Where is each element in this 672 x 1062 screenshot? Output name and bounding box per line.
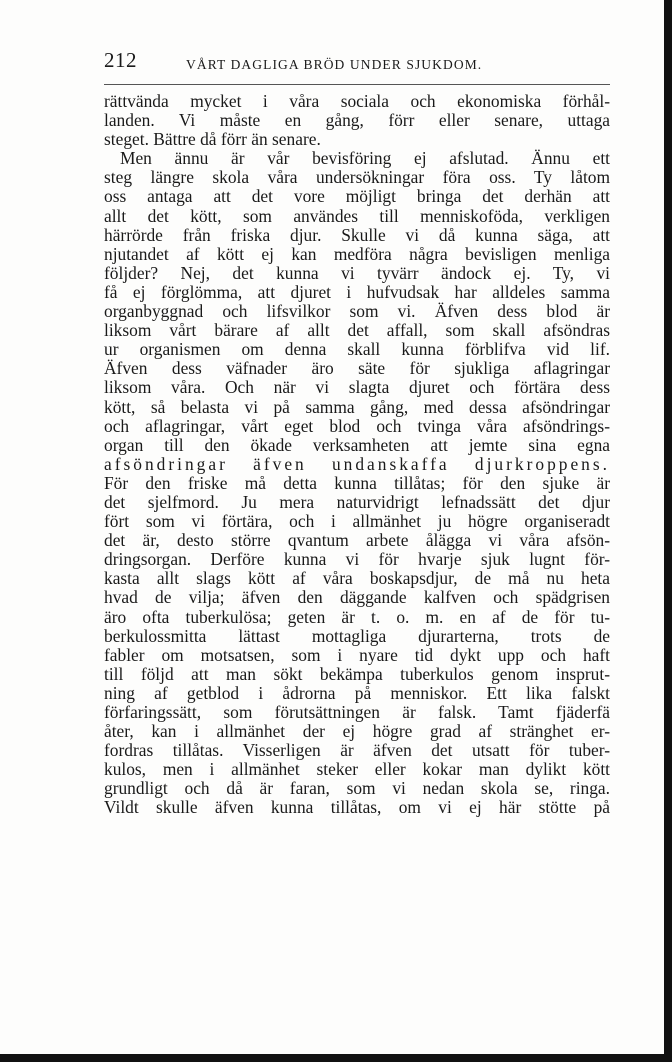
scan-edge-bottom xyxy=(0,1054,672,1062)
text-line: dringsorgan. Derföre kunna vi för hvarje sjuk lugnt för- xyxy=(104,549,610,570)
text-line: afsöndringar äfven undanskaffa djurkroppens. xyxy=(104,453,610,474)
page-number: 212 xyxy=(104,48,137,72)
running-header xyxy=(104,48,610,80)
text-line: grundligt och då är faran, som vi nedan skola se, ringa. xyxy=(104,778,610,799)
text-line: oss antaga att det vore möjligt bringa det derhän att xyxy=(104,186,610,207)
scan-edge-right xyxy=(664,0,672,1062)
text-line: ning af getblod i ådrorna på menniskor. Ett lika falskt xyxy=(104,682,610,703)
text-line: berkulossmitta lättast mottagliga djurarterna, trots de xyxy=(104,625,610,646)
text-line: organbyggnad och lifsvilkor som vi. Äfven dess blod är xyxy=(104,301,610,322)
text-line: organ till den ökade verksamheten att jemte sina egna xyxy=(104,434,610,455)
text-line: kulos, men i allmänhet steker eller kokar man dylikt kött xyxy=(104,759,610,780)
text-line: och aflagringar, vårt eget blod och tvinga våra afsöndrings- xyxy=(104,415,610,436)
text-line: liksom vårt bärare af allt det affall, som skall afsöndras xyxy=(104,320,610,341)
text-line: Äfven dess väfnader äro säte för sjukliga aflagringar xyxy=(104,358,610,379)
text-line: allt det kött, som användes till menniskoföda, verkligen xyxy=(104,205,610,226)
text-line: det sjelfmord. Ju mera naturvidrigt lefnadssätt det djur xyxy=(104,491,610,512)
text-line: Vildt skulle äfven kunna tillåtas, om vi ej här stötte på xyxy=(104,797,610,818)
text-line: kasta allt slags kött af våra boskapsdjur, de må nu heta xyxy=(104,568,610,589)
text-line: fört som vi förtära, och i allmänhet ju högre organiseradt xyxy=(104,511,610,532)
text-line: till följd att man sökt bekämpa tuberkulos genom insprut- xyxy=(104,663,610,684)
text-line: fordras tillåtas. Visserligen är äfven det utsatt för tuber- xyxy=(104,740,610,761)
text-line: förfaringssätt, som förutsättningen är falsk. Tamt fjäderfä xyxy=(104,702,610,722)
text-line: härrörde från friska djur. Skulle vi då kunna säga, att xyxy=(104,224,610,245)
text-line: kött, så belasta vi på samma gång, med dessa afsöndringar xyxy=(104,396,610,417)
body-text xyxy=(104,92,610,818)
text-line: hvad de vilja; äfven den däggande kalfven och spädgrisen xyxy=(104,587,610,608)
text-line: äro ofta tuberkulösa; geten är t. o. m. en af de för tu- xyxy=(104,606,610,627)
text-line: landen. Vi måste en gång, förr eller senare, uttaga xyxy=(104,110,610,131)
text-line: Men ännu är vår bevisföring ej afslutad. Ännu ett xyxy=(120,148,610,169)
text-line: rättvända mycket i våra sociala och ekonomiska förhål- xyxy=(104,91,610,111)
text-line: liksom våra. Och när vi slagta djuret och förtära dess xyxy=(104,377,610,398)
text-line: steget. Bättre då förr än senare. xyxy=(104,129,321,150)
text-line: det är, desto större qvantum arbete ålägga vi våra afsön- xyxy=(104,530,610,551)
text-line: För den friske må detta kunna tillåtas; för den sjuke är xyxy=(104,472,610,493)
header-rule xyxy=(104,84,610,85)
text-line: steg längre skola våra undersökningar föra oss. Ty låtom xyxy=(104,167,610,188)
text-line: njutandet af kött ej kan medföra några bevisligen menliga xyxy=(104,243,610,264)
text-line: följder? Nej, det kunna vi tyvärr ändock ej. Ty, vi xyxy=(104,262,610,283)
text-line: fabler om motsatsen, som i nyare tid dykt upp och haft xyxy=(104,644,610,665)
text-line: åter, kan i allmänhet der ej högre grad af stränghet er- xyxy=(104,721,610,742)
text-line: ur organismen om denna skall kunna förblifva vid lif. xyxy=(104,339,610,360)
running-title: VÅRT DAGLIGA BRÖD UNDER SJUKDOM. xyxy=(186,57,483,72)
text-line: få ej förglömma, att djuret i hufvudsak har alldeles samma xyxy=(104,281,610,302)
